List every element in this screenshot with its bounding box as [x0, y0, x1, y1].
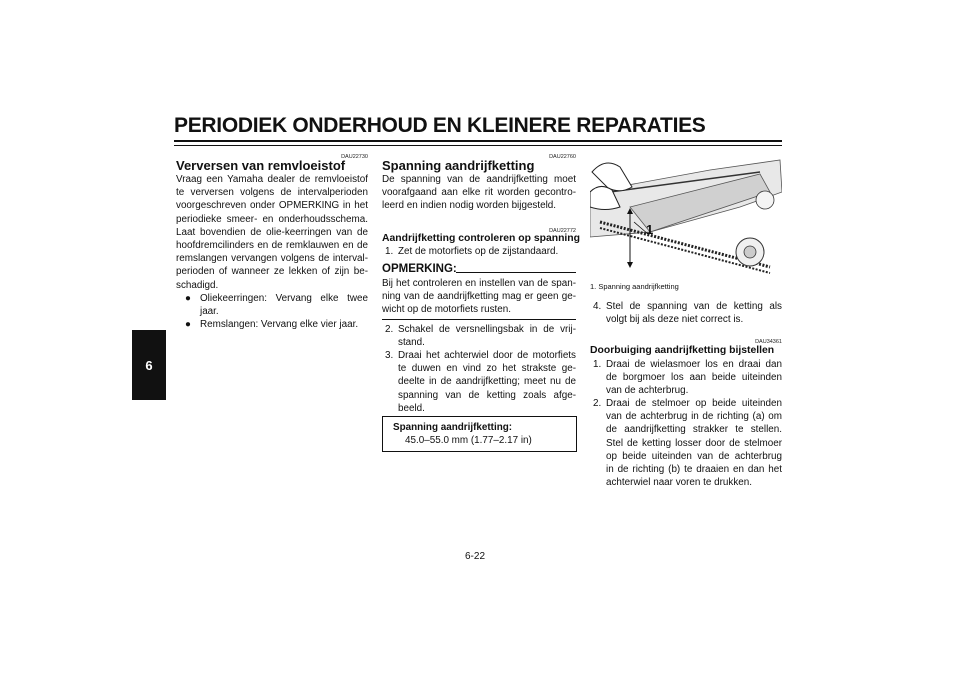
- step-text: achterwiel naar voren te drukken.: [606, 477, 753, 489]
- step-line: [382, 323, 576, 336]
- page-number: 6-22: [465, 551, 486, 562]
- section-heading-brake-fluid: Verversen van remvloeistof: [176, 158, 346, 173]
- step-line: [590, 313, 782, 326]
- text-line: te verversen volgens de intervalperioden: [176, 187, 368, 199]
- step-line: [382, 402, 576, 415]
- note-rule: [456, 272, 576, 273]
- step-line: [382, 349, 576, 362]
- bullet-text: Remslangen: Vervang elke vier jaar.: [200, 319, 359, 331]
- step-line: [382, 245, 576, 258]
- text-line: Vraag een Yamaha dealer de remvloeistof: [176, 174, 368, 185]
- text-line: voorgeschreven onder OPMERKING in het: [176, 200, 368, 212]
- step-text: van de achterbrug in de richting (a) om: [606, 411, 782, 423]
- bullet-line: [176, 318, 368, 331]
- figure-callout: 1: [646, 222, 654, 237]
- subheading-check-chain: Aandrijfketting controleren op spanning: [382, 233, 581, 244]
- step-2: [382, 323, 576, 349]
- text-line: voorafgaand aan elke rit worden gecontro-: [382, 187, 576, 199]
- text-line: leerd en indien nodig worden bijgesteld.: [382, 200, 557, 212]
- step-number: 1.: [385, 246, 394, 257]
- chapter-tab: 6: [132, 330, 166, 400]
- step-text: op beide uiteinden van de achterbrug: [606, 450, 782, 462]
- step-text: Zet de motorfiets op de zijstandaard.: [398, 246, 559, 257]
- section-code: DAU22730: [341, 154, 368, 160]
- step-line: [590, 371, 782, 384]
- step-line: [382, 336, 576, 349]
- section-code: DAU22772: [549, 228, 576, 234]
- bullet-text: jaar.: [200, 306, 219, 318]
- page-header-title: PERIODIEK ONDERHOUD EN KLEINERE REPARATIES: [174, 114, 706, 137]
- step-text: Draai de wielasmoer los en draai dan: [606, 359, 782, 370]
- chain-slack-paragraph: [382, 173, 576, 213]
- step-text: van de achterbrug.: [606, 385, 689, 397]
- spec-label: Spanning aandrijfketting:: [393, 422, 513, 433]
- step-text: te duwen en vind zo het strakste ge-: [398, 363, 576, 375]
- step-line: [590, 358, 782, 371]
- subheading-adjust-chain: Doorbuiging aandrijfketting bijstellen: [590, 345, 775, 356]
- spec-box: [382, 416, 577, 452]
- step-text: Stel de ketting losser door de stelmoer: [606, 437, 782, 449]
- step-line: [590, 476, 782, 489]
- step-line: [590, 300, 782, 313]
- chain-slack-figure: [590, 152, 782, 277]
- bullet-icon: ●: [185, 293, 191, 304]
- step-text: volgt bij als deze niet correct is.: [606, 314, 744, 326]
- brake-fluid-paragraph: [176, 173, 368, 292]
- note-end-rule: [382, 319, 576, 320]
- step-text: de borgmoer los aan beide uiteinden: [606, 372, 782, 384]
- step-text: spanning van de ketting zoals afge-: [398, 389, 576, 401]
- step-text: beeld.: [398, 402, 425, 414]
- step-line: [590, 423, 782, 436]
- step-line: [590, 463, 782, 476]
- step-text: de aandrijfketting strakker te stellen.: [606, 424, 782, 436]
- step-number: 2.: [385, 324, 394, 335]
- step-number: 1.: [593, 359, 602, 370]
- step-line: [382, 375, 576, 388]
- text-line: perioden of wanneer ze lekken of zijn be-: [176, 266, 368, 278]
- bullet-line: [176, 305, 368, 318]
- bullet-line: [176, 292, 368, 305]
- step-3: [382, 349, 576, 415]
- text-line: wicht op de motorfiets rusten.: [382, 304, 511, 316]
- text-line: ning van de aandrijfketting mag er geen ge-: [382, 291, 576, 303]
- header-rule-thin: [174, 145, 782, 146]
- step-line: [590, 397, 782, 410]
- chain-illustration: [590, 152, 782, 277]
- step-line: [590, 410, 782, 423]
- text-line: hoofdremcilinders en de remklauwen en de: [176, 240, 368, 252]
- step-number: 4.: [593, 301, 602, 312]
- text-line: De spanning van de aandrijfketting moet: [382, 174, 576, 185]
- step-text: in de richting (b) te draaien en dan het: [606, 464, 782, 476]
- text-line: periodieke smeer- en onderhoudsschema.: [176, 213, 368, 225]
- spec-value: 45.0–55.0 mm (1.77–2.17 in): [405, 435, 532, 446]
- step-line: [382, 362, 576, 375]
- brake-fluid-bullets: [176, 292, 368, 332]
- adjust-step-2: [590, 397, 782, 489]
- step-text: deelte in de aandrijfketting; meet nu de: [398, 376, 576, 388]
- text-line: Laat bovendien de olie-keerringen van de: [176, 226, 368, 238]
- bullet-icon: ●: [185, 319, 191, 331]
- adjust-step-1: [590, 358, 782, 398]
- step-text: stand.: [398, 337, 425, 349]
- step-number: 3.: [385, 350, 394, 361]
- step-text: Draai het achterwiel door de motorfiets: [398, 350, 576, 361]
- step-text: Draai de stelmoer op beide uiteinden: [606, 398, 782, 409]
- step-text: Stel de spanning van de ketting als: [606, 301, 782, 312]
- step-line: [590, 437, 782, 450]
- header-rule: [174, 140, 782, 142]
- section-code: DAU22760: [549, 154, 576, 160]
- step-line: [590, 450, 782, 463]
- step-line: [590, 384, 782, 397]
- text-line: Bij het controleren en instellen van de span-: [382, 278, 576, 289]
- figure-caption: 1. Spanning aandrijfketting: [590, 282, 679, 291]
- step-line: [382, 389, 576, 402]
- section-heading-chain-slack: Spanning aandrijfketting: [382, 158, 535, 173]
- note-text: [382, 277, 576, 317]
- section-code: DAU34361: [755, 339, 782, 345]
- step-1: [382, 245, 576, 258]
- text-line: schadigd.: [176, 279, 219, 291]
- note-label: OPMERKING:: [382, 263, 457, 275]
- bullet-text: Oliekeerringen: Vervang elke twee: [200, 293, 368, 304]
- text-line: remslangen vervangen volgens de interval-: [176, 253, 368, 265]
- step-4: [590, 300, 782, 326]
- step-text: Schakel de versnellingsbak in de vrij-: [398, 324, 576, 335]
- step-number: 2.: [593, 398, 602, 409]
